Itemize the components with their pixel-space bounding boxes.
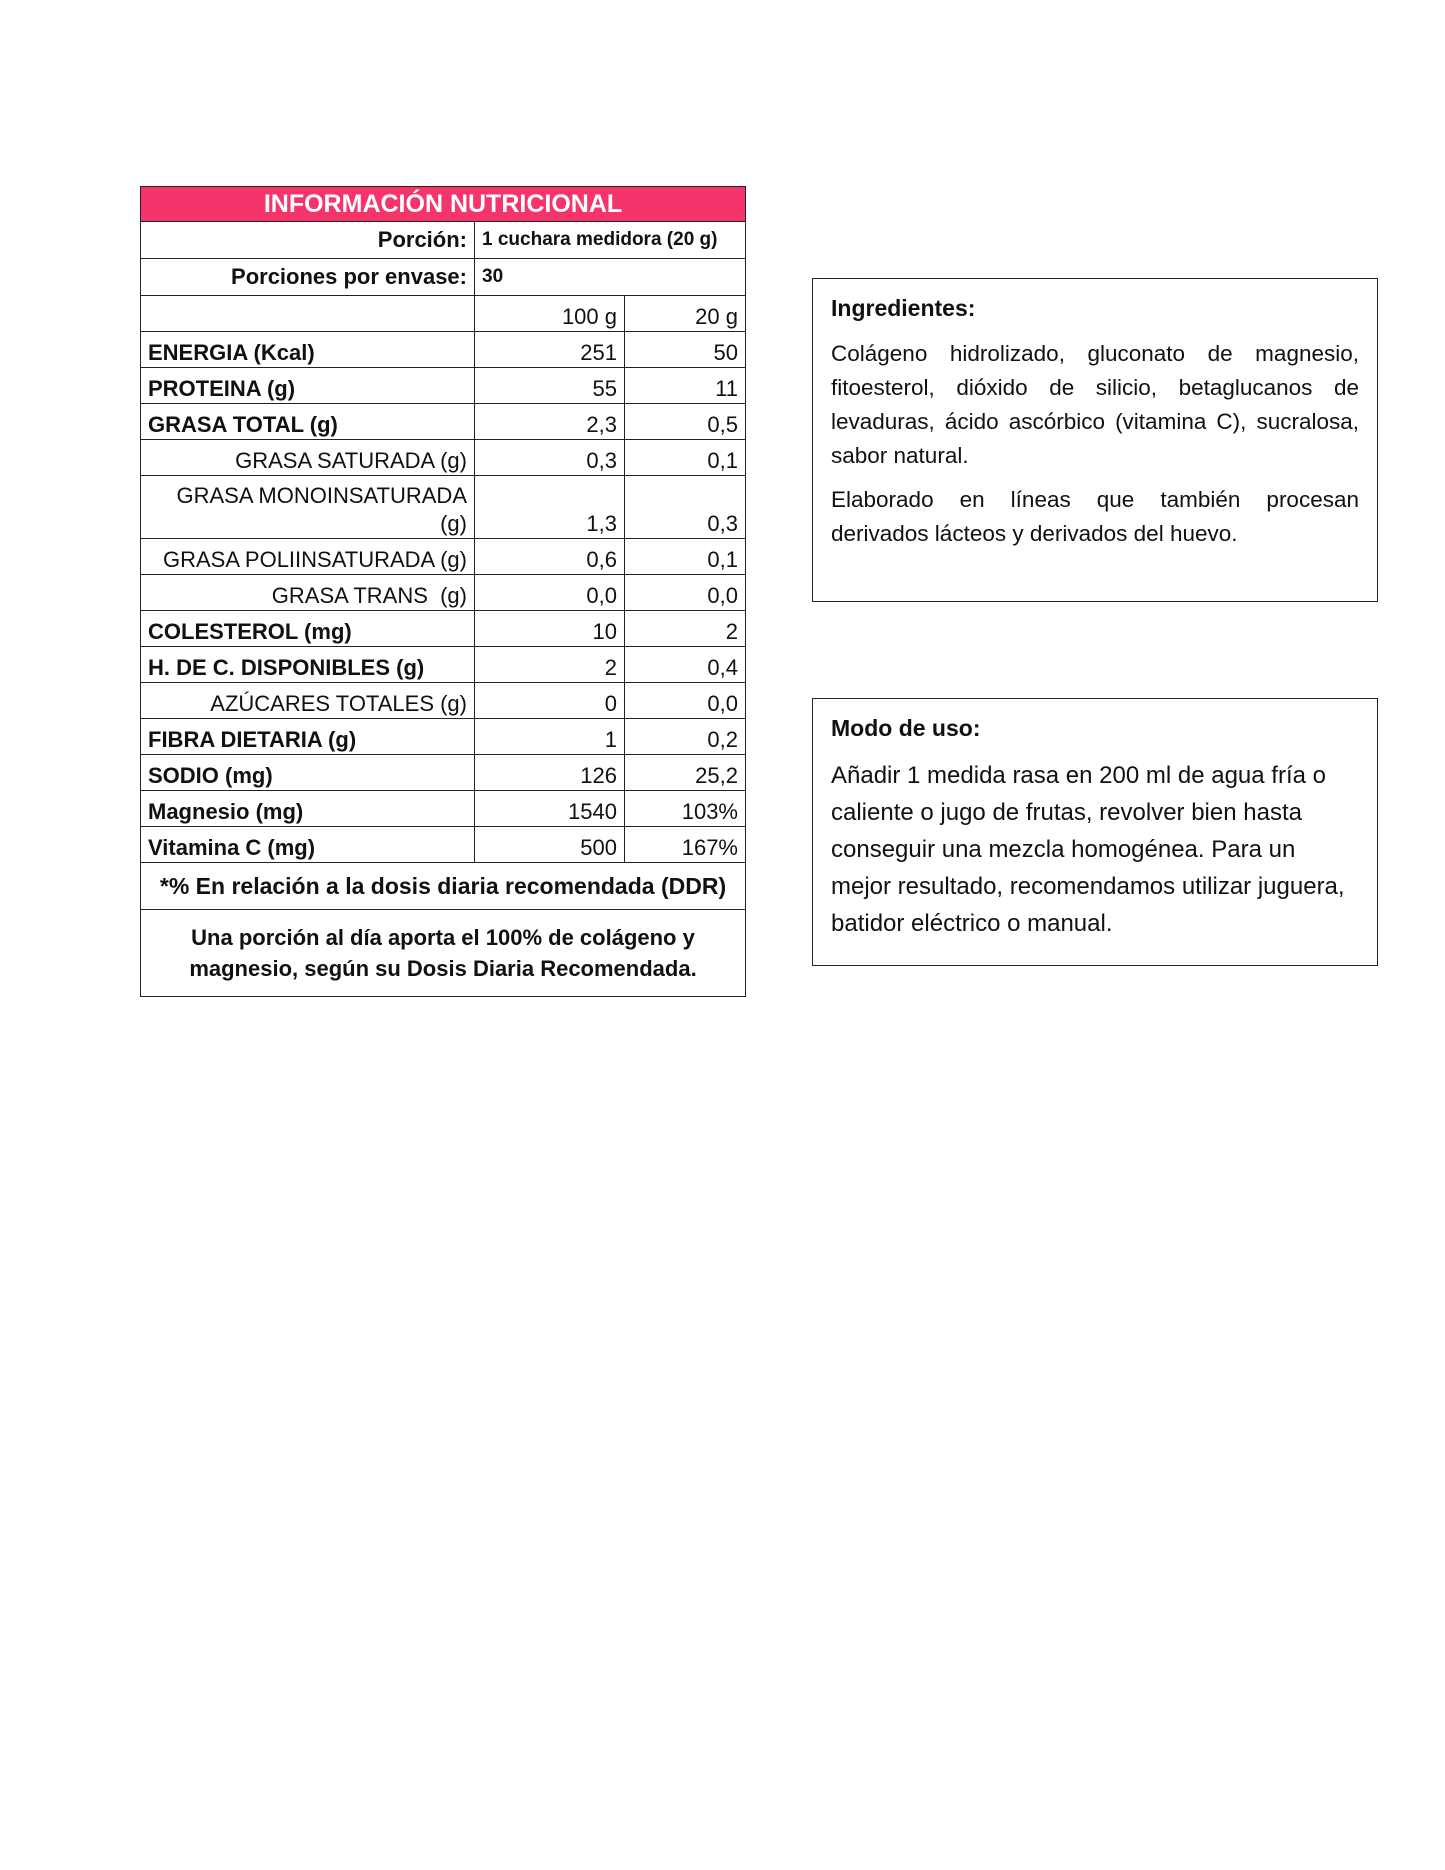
nutrient-label: PROTEINA (g) — [141, 368, 475, 404]
nutrition-title: INFORMACIÓN NUTRICIONAL — [141, 187, 746, 222]
nutrient-label: Vitamina C (mg) — [141, 827, 475, 863]
usage-title: Modo de uso: — [831, 715, 981, 741]
table-row — [141, 539, 746, 575]
table-row — [141, 647, 746, 683]
nutrient-label — [141, 476, 475, 539]
table-row — [141, 791, 746, 827]
value-100g: 126 — [475, 755, 625, 791]
value-20g: 0,0 — [625, 683, 746, 719]
nutrient-label: H. DE C. DISPONIBLES (g) — [141, 647, 475, 683]
value-100g: 251 — [475, 332, 625, 368]
ingredients-title: Ingredientes: — [831, 295, 976, 321]
portion-footer-note — [141, 910, 746, 997]
value-100g: 1540 — [475, 791, 625, 827]
nutrient-label: AZÚCARES TOTALES (g) — [141, 683, 475, 719]
table-row — [141, 575, 746, 611]
value-20g: 0,1 — [625, 539, 746, 575]
value-20g: 25,2 — [625, 755, 746, 791]
ingredients-box — [812, 278, 1378, 602]
nutrient-label: FIBRA DIETARIA (g) — [141, 719, 475, 755]
value-100g: 2,3 — [475, 404, 625, 440]
table-row — [141, 368, 746, 404]
nutrient-label: GRASA TRANS (g) — [141, 575, 475, 611]
table-row — [141, 476, 746, 539]
value-100g: 55 — [475, 368, 625, 404]
value-20g: 0,0 — [625, 575, 746, 611]
table-row — [141, 827, 746, 863]
portion-label: Porción: — [141, 222, 475, 259]
usage-text: Añadir 1 medida rasa en 200 ml de agua fría o caliente o jugo de frutas, revolver bien hasta conseguir una mezcla homogénea. Para un mejor resultado, recomendamos utilizar juguera, batidor eléctrico o manual. — [831, 762, 1345, 937]
nutrient-label: SODIO (mg) — [141, 755, 475, 791]
nutrient-label: GRASA POLIINSATURADA (g) — [141, 539, 475, 575]
value-100g: 2 — [475, 647, 625, 683]
value-20g: 167% — [625, 827, 746, 863]
portion-value: 1 cuchara medidora (20 g) — [475, 222, 746, 259]
table-row — [141, 719, 746, 755]
table-row — [141, 611, 746, 647]
usage-box — [812, 698, 1378, 966]
value-20g: 0,1 — [625, 440, 746, 476]
value-100g: 0,6 — [475, 539, 625, 575]
value-100g: 0,3 — [475, 440, 625, 476]
column-header-20g: 20 g — [625, 296, 746, 332]
servings-value: 30 — [475, 259, 746, 296]
header-empty-cell — [141, 296, 475, 332]
column-header-100g: 100 g — [475, 296, 625, 332]
value-20g: 0,2 — [625, 719, 746, 755]
table-row — [141, 755, 746, 791]
nutrient-label-line2: (g) — [440, 511, 467, 536]
nutrient-label-line1: GRASA MONOINSATURADA — [176, 483, 467, 508]
value-100g: 1,3 — [475, 476, 625, 539]
footer-line-1: Una porción al día aporta el 100% de colágeno y — [191, 925, 695, 950]
nutrient-label: GRASA TOTAL (g) — [141, 404, 475, 440]
value-20g: 50 — [625, 332, 746, 368]
footer-line-2: magnesio, según su Dosis Diaria Recomendada. — [189, 956, 697, 981]
nutrition-table — [140, 186, 746, 997]
table-row — [141, 332, 746, 368]
value-100g: 1 — [475, 719, 625, 755]
value-20g: 0,3 — [625, 476, 746, 539]
servings-label: Porciones por envase: — [141, 259, 475, 296]
value-20g: 2 — [625, 611, 746, 647]
value-20g: 0,5 — [625, 404, 746, 440]
nutrient-label: ENERGIA (Kcal) — [141, 332, 475, 368]
value-100g: 500 — [475, 827, 625, 863]
ddr-note: *% En relación a la dosis diaria recomendada (DDR) — [141, 863, 746, 910]
table-row — [141, 404, 746, 440]
value-100g: 10 — [475, 611, 625, 647]
ingredients-text: Colágeno hidrolizado, gluconato de magnesio, fitoesterol, dióxido de silicio, betaglucanos de levaduras, ácido ascórbico (vitamina C), sucralosa, sabor natural. — [831, 341, 1359, 468]
table-row — [141, 440, 746, 476]
nutrient-label: GRASA SATURADA (g) — [141, 440, 475, 476]
nutrient-label: Magnesio (mg) — [141, 791, 475, 827]
table-row — [141, 683, 746, 719]
value-20g: 0,4 — [625, 647, 746, 683]
value-100g: 0,0 — [475, 575, 625, 611]
value-100g: 0 — [475, 683, 625, 719]
nutrient-label: COLESTEROL (mg) — [141, 611, 475, 647]
allergen-text: Elaborado en líneas que también procesan derivados lácteos y derivados del huevo. — [831, 487, 1359, 546]
value-20g: 103% — [625, 791, 746, 827]
value-20g: 11 — [625, 368, 746, 404]
